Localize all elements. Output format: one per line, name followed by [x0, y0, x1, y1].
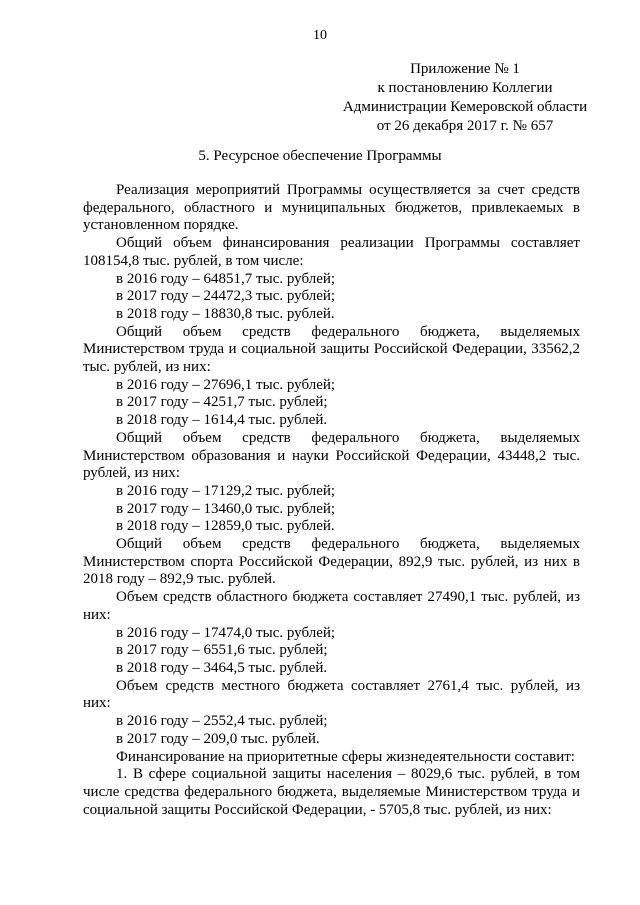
list-item: в 2018 году – 3464,5 тыс. рублей.	[116, 659, 328, 676]
paragraph: Общий объем средств федерального бюджета, выделяемых Министерством труда и социальной защиты Российской Федерации, 33562,2 тыс. рублей, из них:	[83, 323, 580, 376]
paragraph: Реализация мероприятий Программы осуществляется за счет средств федерального, областного и муниципальных бюджетов, привлекаемых в установленном порядке.	[83, 182, 580, 234]
document-body	[83, 182, 580, 819]
paragraph: Общий объем средств федерального бюджета, выделяемых Министерством образования и науки Российской Федерации, 43448,2 тыс. рублей, из них:	[83, 429, 580, 482]
appendix-line: от 26 декабря 2017 г. № 657	[376, 118, 554, 134]
appendix-block	[330, 60, 600, 136]
section-title: 5. Ресурсное обеспечение Программы	[198, 148, 442, 164]
list-item: в 2016 году – 17129,2 тыс. рублей;	[116, 482, 336, 499]
appendix-line: Администрации Кемеровской области	[342, 99, 588, 115]
page-number: 10	[313, 28, 327, 43]
appendix-line: Приложение № 1	[410, 61, 520, 77]
list-item: в 2016 году – 17474,0 тыс. рублей;	[116, 624, 336, 641]
paragraph: Общий объем средств федерального бюджета, выделяемых Министерством спорта Российской Федерации, 892,9 тыс. рублей, из них в 2018 году – 892,9 тыс. рублей.	[83, 536, 580, 588]
paragraph: 1. В сфере социальной защиты населения – 8029,6 тыс. рублей, в том числе средства федерального бюджета, выделяемые Министерством труда и социальной защиты Российской Федерации, - 5705,8 тыс. рублей, из них:	[83, 766, 580, 818]
paragraph: Общий объем финансирования реализации Программы составляет 108154,8 тыс. рублей, в том числе:	[83, 235, 580, 269]
list-item: в 2016 году – 64851,7 тыс. рублей;	[116, 270, 336, 287]
list-item: в 2017 году – 6551,6 тыс. рублей;	[116, 642, 328, 659]
list-item: в 2017 году – 209,0 тыс. рублей.	[116, 730, 320, 747]
list-item: в 2017 году – 4251,7 тыс. рублей;	[116, 394, 328, 411]
list-item: в 2018 году – 12859,0 тыс. рублей.	[116, 518, 335, 535]
list-item: в 2017 году – 24472,3 тыс. рублей;	[116, 288, 336, 305]
paragraph: Объем средств местного бюджета составляет 2761,4 тыс. рублей, из них:	[83, 677, 580, 712]
list-item: в 2018 году – 18830,8 тыс. рублей.	[116, 305, 335, 322]
list-item: в 2016 году – 27696,1 тыс. рублей;	[116, 376, 336, 393]
list-item: в 2017 году – 13460,0 тыс. рублей;	[116, 500, 336, 517]
appendix-line: к постановлению Коллегии	[377, 80, 553, 96]
list-item: в 2016 году – 2552,4 тыс. рублей;	[116, 713, 328, 730]
paragraph: Объем средств областного бюджета составляет 27490,1 тыс. рублей, из них:	[83, 589, 580, 623]
paragraph: Финансирование на приоритетные сферы жизнедеятельности составит:	[116, 748, 575, 765]
list-item: в 2018 году – 1614,4 тыс. рублей.	[116, 412, 328, 429]
